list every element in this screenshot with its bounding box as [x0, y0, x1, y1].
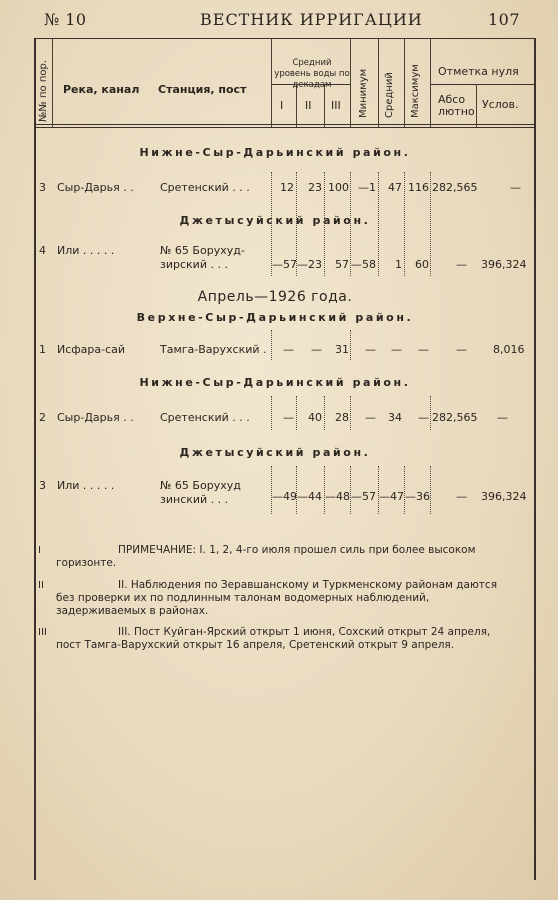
col-guide — [430, 172, 431, 276]
col-zero-header: Отметка нуля — [438, 65, 519, 78]
row-station: Тамга-Варухский . — [160, 343, 267, 356]
month-heading: Апрель—1926 года. — [197, 289, 353, 305]
row-river: Или . . . . . — [57, 479, 115, 492]
col-rule — [476, 84, 477, 127]
col-abs-header: Абсо лютно — [438, 93, 475, 118]
row-station: № 65 Борухуд- — [160, 244, 245, 257]
header-bottom-rule-2 — [34, 127, 536, 128]
cell-max: — — [418, 343, 429, 356]
section-heading: Нижне-Сыр-Дарьинский район. — [139, 146, 411, 159]
cell-avg: — — [391, 343, 402, 356]
cell-abs: — — [456, 258, 467, 271]
col-guide — [324, 396, 325, 430]
col-rule — [404, 39, 405, 127]
cell-dec3: 31 — [335, 343, 349, 356]
row-river: Или . . . . . — [57, 244, 115, 257]
row-river: Исфара-сай — [57, 343, 126, 356]
cell-dec1: 12 — [280, 181, 294, 194]
row-number: 1 — [39, 343, 46, 356]
col-guide — [378, 172, 379, 276]
section-heading: Верхне-Сыр-Дарьинский район. — [136, 311, 414, 324]
cell-dec1: —49 — [272, 490, 297, 503]
col-guide — [350, 466, 351, 514]
cell-min: —57 — [351, 490, 376, 503]
col-dec3-header: III — [331, 99, 341, 112]
col-guide — [324, 466, 325, 514]
row-station: Сретенский . . . — [160, 411, 250, 424]
cell-min: —58 — [351, 258, 376, 271]
col-station-header: Станция, пост — [158, 83, 247, 96]
col-guide — [378, 466, 379, 514]
col-guide — [324, 172, 325, 276]
note-1: ПРИМЕЧАНИЕ: I. 1, 2, 4-го июля прошел силь при более высоком горизонте. — [56, 544, 476, 569]
col-dec1-header: I — [280, 99, 284, 112]
margin-mark: I — [38, 545, 41, 556]
col-min-header: Минимум — [358, 68, 369, 118]
section-heading: Нижне-Сыр-Дарьинский район. — [139, 376, 411, 389]
row-river: Сыр-Дарья . . — [57, 411, 134, 424]
col-river-header: Река, канал — [63, 83, 140, 96]
header-bottom-rule — [34, 124, 536, 125]
col-guide — [296, 466, 297, 514]
col-guide — [350, 330, 351, 360]
cell-avg: —47 — [379, 490, 404, 503]
col-guide — [430, 466, 431, 514]
cell-max: 116 — [408, 181, 429, 194]
row-station-cont: зирский . . . — [160, 258, 228, 271]
col-rule — [52, 39, 53, 127]
cell-dec2: —23 — [297, 258, 322, 271]
cell-dec3: —48 — [325, 490, 350, 503]
row-number: 2 — [39, 411, 46, 424]
col-rule — [378, 39, 379, 127]
cell-avg: 47 — [388, 181, 402, 194]
cell-cond: 396,324 — [481, 258, 527, 271]
col-avg-header: Средний — [384, 72, 395, 118]
row-station: № 65 Борухуд — [160, 479, 241, 492]
cell-dec3: 100 — [328, 181, 349, 194]
cell-dec3: 28 — [335, 411, 349, 424]
cell-abs: — — [456, 343, 467, 356]
cell-dec1: —57 — [272, 258, 297, 271]
cell-cond: 396,324 — [481, 490, 527, 503]
col-rule — [350, 39, 351, 127]
col-guide — [350, 396, 351, 430]
col-rule — [430, 39, 431, 127]
cell-cond: — — [497, 411, 508, 424]
note-2: II. Наблюдения по Зеравшанскому и Туркменскому районам даются без проверки их по подлинным талонам водомерных наблюдений, задерживаемых в районах. — [56, 579, 498, 617]
issue-number: № 10 — [44, 10, 87, 29]
col-number-header: №№ по пор. — [38, 60, 49, 122]
row-number: 3 — [39, 479, 46, 492]
note-3: III. Пост Куйган-Ярский открыт 1 июня, Сохский открыт 24 апреля, пост Тамга-Варухский открыт 16 апреля, Сретенский открыт 9 апреля. — [56, 626, 491, 651]
col-guide — [271, 172, 272, 276]
cell-max: — — [418, 411, 429, 424]
col-guide — [430, 396, 431, 430]
cell-max: 60 — [415, 258, 429, 271]
cell-dec3: 57 — [335, 258, 349, 271]
col-guide — [271, 396, 272, 430]
col-guide — [271, 466, 272, 514]
row-station: Сретенский . . . — [160, 181, 250, 194]
col-max-header: Максимум — [410, 64, 421, 118]
cell-dec2: 40 — [308, 411, 322, 424]
cell-min: —1 — [358, 181, 376, 194]
margin-mark: III — [38, 627, 47, 638]
col-rule — [271, 39, 272, 127]
zero-subrule — [430, 84, 534, 85]
col-guide — [404, 172, 405, 276]
row-number: 4 — [39, 244, 46, 257]
cell-dec2: —44 — [297, 490, 322, 503]
cell-abs: 282,565 — [432, 181, 478, 194]
section-heading: Джетысуйский район. — [179, 446, 371, 459]
cell-dec1: — — [283, 343, 294, 356]
col-guide — [296, 172, 297, 276]
col-dec2-header: II — [305, 99, 312, 112]
col-guide — [271, 330, 272, 360]
row-river: Сыр-Дарья . . — [57, 181, 134, 194]
cell-dec2: — — [311, 343, 322, 356]
col-cond-header: Услов. — [482, 98, 519, 111]
section-heading: Джетысуйский район. — [179, 214, 371, 227]
journal-title: ВЕСТНИК ИРРИГАЦИИ — [200, 10, 423, 29]
margin-mark: II — [38, 580, 44, 591]
cell-avg: 34 — [388, 411, 402, 424]
cell-abs: 282,565 — [432, 411, 478, 424]
cell-cond: 8,016 — [493, 343, 525, 356]
cell-min: — — [365, 411, 376, 424]
col-guide — [350, 172, 351, 276]
col-decades-header: Средний уровень воды по декадам — [274, 58, 350, 90]
row-station-cont: зинский . . . — [160, 493, 229, 506]
cell-max: —36 — [405, 490, 430, 503]
cell-cond: — — [510, 181, 521, 194]
col-guide — [404, 466, 405, 514]
table-frame — [34, 38, 536, 880]
cell-min: — — [365, 343, 376, 356]
col-guide — [296, 396, 297, 430]
cell-avg: 1 — [395, 258, 402, 271]
row-number: 3 — [39, 181, 46, 194]
page-number: 107 — [488, 10, 521, 29]
cell-dec2: 23 — [308, 181, 322, 194]
cell-abs: — — [456, 490, 467, 503]
cell-dec1: — — [283, 411, 294, 424]
